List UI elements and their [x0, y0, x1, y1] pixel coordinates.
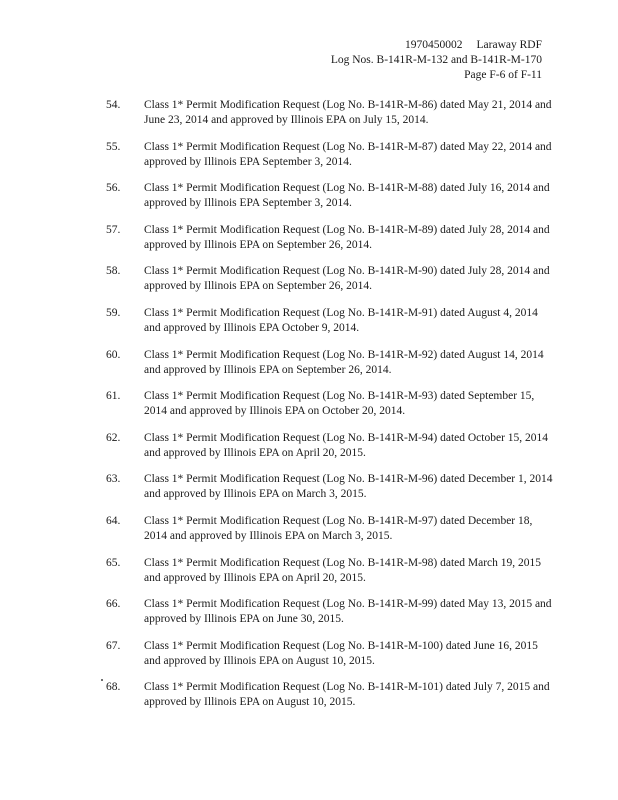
item-number: 67. [106, 639, 121, 652]
item-text: Class 1* Permit Modification Request (Log No. B-141R-M-99) dated May 13, 2015 and approved by Illinois EPA on June 30, 2015. [144, 598, 552, 626]
item-number: 56. [106, 182, 121, 195]
item-number: 63. [106, 473, 121, 486]
item-text: Class 1* Permit Modification Request (Log No. B-141R-M-96) dated December 1, 2014 and approved by Illinois EPA on March 3, 2015. [144, 473, 553, 501]
list-item [0, 680, 618, 722]
list-item [0, 140, 618, 182]
list-item [0, 306, 618, 348]
list-item [0, 264, 618, 306]
list-item [0, 472, 618, 514]
item-number: 62. [106, 431, 121, 444]
item-text: Class 1* Permit Modification Request (Log No. B-141R-M-94) dated October 15, 2014 and approved by Illinois EPA on April 20, 2015. [144, 431, 549, 459]
list-item [0, 223, 618, 265]
item-text: Class 1* Permit Modification Request (Log No. B-141R-M-91) dated August 4, 2014 and approved by Illinois EPA October 9, 2014. [144, 306, 538, 334]
item-text: Class 1* Permit Modification Request (Log No. B-141R-M-87) dated May 22, 2014 and approved by Illinois EPA September 3, 2014. [144, 140, 552, 168]
facility-name: Laraway RDF [476, 39, 542, 51]
list-item [0, 597, 618, 639]
item-text: Class 1* Permit Modification Request (Log No. B-141R-M-90) dated July 28, 2014 and approved by Illinois EPA on September 26, 2014. [144, 265, 550, 293]
page-number: Page F-6 of F-11 [464, 69, 542, 81]
item-number: 59. [106, 306, 121, 319]
list-item [0, 348, 618, 390]
page-header [331, 38, 542, 83]
list-item [0, 431, 618, 473]
item-number: 60. [106, 348, 121, 361]
doc-id: 1970450002 [405, 39, 463, 51]
list-item [0, 389, 618, 431]
item-number: 66. [106, 598, 121, 611]
log-numbers: Log Nos. B-141R-M-132 and B-141R-M-170 [330, 54, 542, 66]
item-number: 57. [106, 223, 121, 236]
list-item [0, 181, 618, 223]
item-text: Class 1* Permit Modification Request (Log No. B-141R-M-89) dated July 28, 2014 and approved by Illinois EPA on September 26, 2014. [144, 223, 550, 251]
item-text: Class 1* Permit Modification Request (Log No. B-141R-M-88) dated July 16, 2014 and approved by Illinois EPA September 3, 2014. [144, 182, 550, 210]
header-line-1 [331, 38, 542, 53]
scan-speck [101, 679, 103, 681]
item-text: Class 1* Permit Modification Request (Log No. B-141R-M-86) dated May 21, 2014 and June 23, 2014 and approved by Illinois EPA on July 15, 2014. [144, 99, 552, 126]
permit-list [0, 98, 618, 722]
list-item [0, 639, 618, 681]
item-number: 61. [106, 390, 121, 403]
item-text: Class 1* Permit Modification Request (Log No. B-141R-M-93) dated September 15, 2014 and approved by Illinois EPA on October 20, 2014. [144, 390, 535, 418]
item-number: 68. [106, 681, 121, 694]
item-text: Class 1* Permit Modification Request (Log No. B-141R-M-98) dated March 19, 2015 and approved by Illinois EPA on April 20, 2015. [144, 556, 542, 584]
item-text: Class 1* Permit Modification Request (Log No. B-141R-M-97) dated December 18, 2014 and approved by Illinois EPA on March 3, 2015. [144, 514, 533, 542]
list-item [0, 98, 618, 140]
item-number: 55. [106, 140, 121, 153]
item-number: 64. [106, 514, 121, 527]
list-item [0, 514, 618, 556]
item-text: Class 1* Permit Modification Request (Log No. B-141R-M-92) dated August 14, 2014 and approved by Illinois EPA on September 26, 2014. [144, 348, 544, 376]
item-text: Class 1* Permit Modification Request (Log No. B-141R-M-100) dated June 16, 2015 and approved by Illinois EPA on August 10, 2015. [144, 639, 538, 667]
item-number: 54. [106, 99, 121, 111]
item-number: 65. [106, 556, 121, 569]
list-item [0, 556, 618, 598]
item-number: 58. [106, 265, 121, 278]
item-text: Class 1* Permit Modification Request (Log No. B-141R-M-101) dated July 7, 2015 and approved by Illinois EPA on August 10, 2015. [144, 681, 550, 709]
